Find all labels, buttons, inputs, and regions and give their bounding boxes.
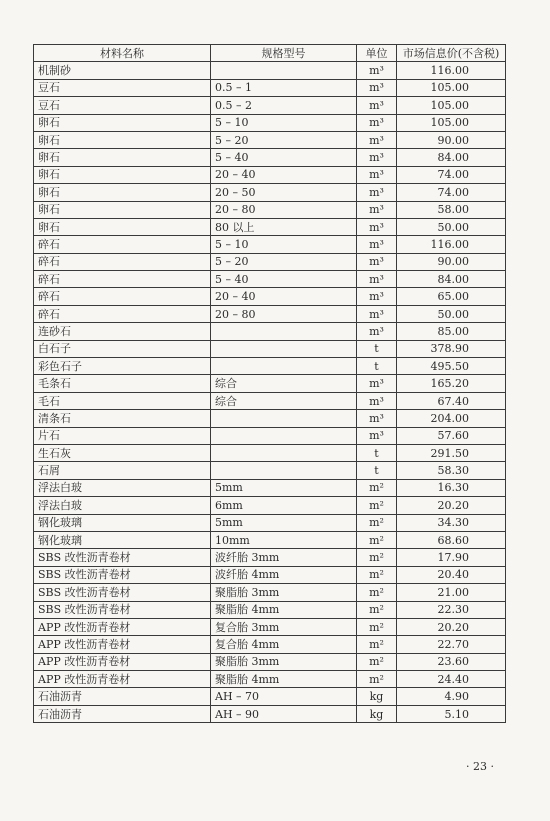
cell-material-name: 卵石 [34,166,211,183]
cell-price: 17.90 [397,549,506,566]
cell-spec-model: 综合 [211,392,357,409]
cell-unit: m³ [357,375,397,392]
header-unit: 单位 [357,45,397,62]
cell-price: 5.10 [397,705,506,722]
table-row [34,531,506,548]
cell-spec-model: 5mm [211,479,357,496]
page-number: · 23 · [466,760,494,773]
cell-material-name: 毛条石 [34,375,211,392]
cell-spec-model [211,444,357,461]
cell-spec-model: 复合胎 3mm [211,618,357,635]
table-row [34,131,506,148]
cell-material-name: 碎石 [34,236,211,253]
cell-unit: t [357,444,397,461]
cell-spec-model: 10mm [211,531,357,548]
cell-spec-model [211,427,357,444]
cell-price: 50.00 [397,218,506,235]
price-table [33,44,506,723]
cell-spec-model [211,410,357,427]
cell-spec-model: 聚脂胎 4mm [211,671,357,688]
cell-spec-model: 20 – 80 [211,305,357,322]
cell-unit: m² [357,636,397,653]
cell-price: 84.00 [397,271,506,288]
cell-spec-model: 聚脂胎 3mm [211,584,357,601]
table-row [34,566,506,583]
cell-material-name: 石油沥青 [34,705,211,722]
cell-unit: m³ [357,62,397,79]
cell-spec-model: 0.5 – 2 [211,97,357,114]
cell-material-name: SBS 改性沥青卷材 [34,584,211,601]
cell-material-name: APP 改性沥青卷材 [34,618,211,635]
cell-material-name: 卵石 [34,149,211,166]
cell-spec-model: 聚脂胎 3mm [211,653,357,670]
header-spec-model: 规格型号 [211,45,357,62]
cell-spec-model: 20 – 50 [211,184,357,201]
table-row [34,584,506,601]
cell-spec-model: 5 – 10 [211,114,357,131]
cell-spec-model [211,358,357,375]
cell-material-name: 钢化玻璃 [34,531,211,548]
cell-unit: m² [357,584,397,601]
cell-spec-model: 5 – 40 [211,149,357,166]
table-row [34,427,506,444]
cell-price: 378.90 [397,340,506,357]
cell-price: 22.30 [397,601,506,618]
cell-spec-model: 5 – 40 [211,271,357,288]
cell-material-name: 钢化玻璃 [34,514,211,531]
cell-unit: m³ [357,427,397,444]
cell-material-name: 生石灰 [34,444,211,461]
cell-unit: t [357,358,397,375]
table-row [34,79,506,96]
cell-spec-model: 5 – 20 [211,253,357,270]
cell-material-name: 彩色石子 [34,358,211,375]
cell-spec-model: 20 – 40 [211,166,357,183]
cell-price: 116.00 [397,62,506,79]
table-row [34,514,506,531]
cell-material-name: 石油沥青 [34,688,211,705]
cell-price: 34.30 [397,514,506,531]
cell-price: 84.00 [397,149,506,166]
cell-material-name: 豆石 [34,79,211,96]
table-row [34,201,506,218]
cell-material-name: SBS 改性沥青卷材 [34,549,211,566]
cell-unit: m² [357,653,397,670]
table-row [34,236,506,253]
table-row [34,375,506,392]
cell-spec-model [211,323,357,340]
cell-price: 74.00 [397,166,506,183]
cell-unit: m³ [357,271,397,288]
table-row [34,340,506,357]
cell-spec-model: 20 – 40 [211,288,357,305]
cell-material-name: 豆石 [34,97,211,114]
header-material-name: 材料名称 [34,45,211,62]
cell-price: 105.00 [397,114,506,131]
cell-spec-model: 80 以上 [211,218,357,235]
cell-price: 74.00 [397,184,506,201]
cell-unit: m² [357,618,397,635]
table-row [34,253,506,270]
table-row [34,218,506,235]
cell-unit: m² [357,479,397,496]
table-row [34,323,506,340]
cell-price: 105.00 [397,79,506,96]
cell-price: 204.00 [397,410,506,427]
cell-price: 58.00 [397,201,506,218]
cell-spec-model: 波纤胎 4mm [211,566,357,583]
table-row [34,288,506,305]
table-row [34,479,506,496]
cell-spec-model: 综合 [211,375,357,392]
cell-unit: m³ [357,184,397,201]
cell-material-name: APP 改性沥青卷材 [34,671,211,688]
table-row [34,462,506,479]
cell-unit: t [357,340,397,357]
table-row [34,618,506,635]
cell-price: 16.30 [397,479,506,496]
table-row [34,444,506,461]
cell-price: 21.00 [397,584,506,601]
cell-price: 291.50 [397,444,506,461]
cell-unit: m² [357,497,397,514]
cell-price: 90.00 [397,131,506,148]
cell-unit: m³ [357,149,397,166]
cell-unit: m² [357,549,397,566]
cell-price: 58.30 [397,462,506,479]
table-row [34,149,506,166]
cell-price: 90.00 [397,253,506,270]
cell-spec-model: 0.5 – 1 [211,79,357,96]
cell-unit: m³ [357,392,397,409]
cell-price: 85.00 [397,323,506,340]
cell-material-name: 石屑 [34,462,211,479]
table-row [34,671,506,688]
cell-unit: m³ [357,410,397,427]
cell-material-name: 毛石 [34,392,211,409]
cell-material-name: 片石 [34,427,211,444]
cell-material-name: 卵石 [34,131,211,148]
cell-unit: kg [357,688,397,705]
cell-unit: kg [357,705,397,722]
table-row [34,392,506,409]
cell-material-name: 碎石 [34,271,211,288]
cell-unit: m² [357,531,397,548]
cell-price: 23.60 [397,653,506,670]
cell-spec-model [211,340,357,357]
cell-material-name: 卵石 [34,114,211,131]
cell-price: 4.90 [397,688,506,705]
cell-unit: m³ [357,131,397,148]
cell-material-name: 浮法白玻 [34,479,211,496]
table-row [34,705,506,722]
cell-material-name: 卵石 [34,201,211,218]
table-row [34,271,506,288]
cell-unit: t [357,462,397,479]
cell-price: 22.70 [397,636,506,653]
cell-price: 20.20 [397,618,506,635]
cell-price: 20.20 [397,497,506,514]
cell-price: 165.20 [397,375,506,392]
cell-unit: m³ [357,97,397,114]
cell-price: 65.00 [397,288,506,305]
cell-unit: m² [357,514,397,531]
cell-spec-model [211,462,357,479]
cell-spec-model: 5 – 20 [211,131,357,148]
cell-material-name: 连砂石 [34,323,211,340]
cell-material-name: 卵石 [34,218,211,235]
cell-price: 116.00 [397,236,506,253]
cell-unit: m² [357,671,397,688]
cell-spec-model: AH – 90 [211,705,357,722]
cell-material-name: SBS 改性沥青卷材 [34,566,211,583]
cell-material-name: 机制砂 [34,62,211,79]
table-row [34,62,506,79]
cell-unit: m³ [357,166,397,183]
cell-unit: m² [357,601,397,618]
cell-price: 67.40 [397,392,506,409]
cell-price: 68.60 [397,531,506,548]
table-row [34,358,506,375]
cell-unit: m³ [357,305,397,322]
cell-unit: m³ [357,218,397,235]
cell-material-name: APP 改性沥青卷材 [34,653,211,670]
cell-spec-model: 5 – 10 [211,236,357,253]
table-row [34,114,506,131]
cell-price: 105.00 [397,97,506,114]
cell-spec-model: 聚脂胎 4mm [211,601,357,618]
cell-material-name: 浮法白玻 [34,497,211,514]
cell-unit: m² [357,566,397,583]
table-row [34,636,506,653]
cell-unit: m³ [357,114,397,131]
cell-price: 50.00 [397,305,506,322]
cell-price: 20.40 [397,566,506,583]
table-row [34,305,506,322]
cell-spec-model: 复合胎 4mm [211,636,357,653]
cell-material-name: APP 改性沥青卷材 [34,636,211,653]
cell-spec-model: 5mm [211,514,357,531]
table-row [34,601,506,618]
table-row [34,497,506,514]
cell-unit: m³ [357,288,397,305]
cell-spec-model: 20 – 80 [211,201,357,218]
cell-spec-model: AH – 70 [211,688,357,705]
cell-unit: m³ [357,253,397,270]
cell-price: 24.40 [397,671,506,688]
price-table-container [33,44,505,723]
table-row [34,166,506,183]
table-body [34,62,506,723]
table-header-row [34,45,506,62]
table-row [34,184,506,201]
cell-material-name: SBS 改性沥青卷材 [34,601,211,618]
header-market-price: 市场信息价(不含税) [397,45,506,62]
cell-material-name: 碎石 [34,305,211,322]
cell-material-name: 白石子 [34,340,211,357]
table-row [34,97,506,114]
cell-material-name: 碎石 [34,288,211,305]
cell-unit: m³ [357,79,397,96]
table-row [34,549,506,566]
cell-unit: m³ [357,323,397,340]
cell-material-name: 卵石 [34,184,211,201]
cell-material-name: 碎石 [34,253,211,270]
cell-spec-model: 波纤胎 3mm [211,549,357,566]
cell-unit: m³ [357,236,397,253]
cell-spec-model [211,62,357,79]
table-row [34,688,506,705]
table-row [34,410,506,427]
cell-price: 495.50 [397,358,506,375]
cell-price: 57.60 [397,427,506,444]
cell-spec-model: 6mm [211,497,357,514]
cell-unit: m³ [357,201,397,218]
cell-material-name: 清条石 [34,410,211,427]
table-row [34,653,506,670]
